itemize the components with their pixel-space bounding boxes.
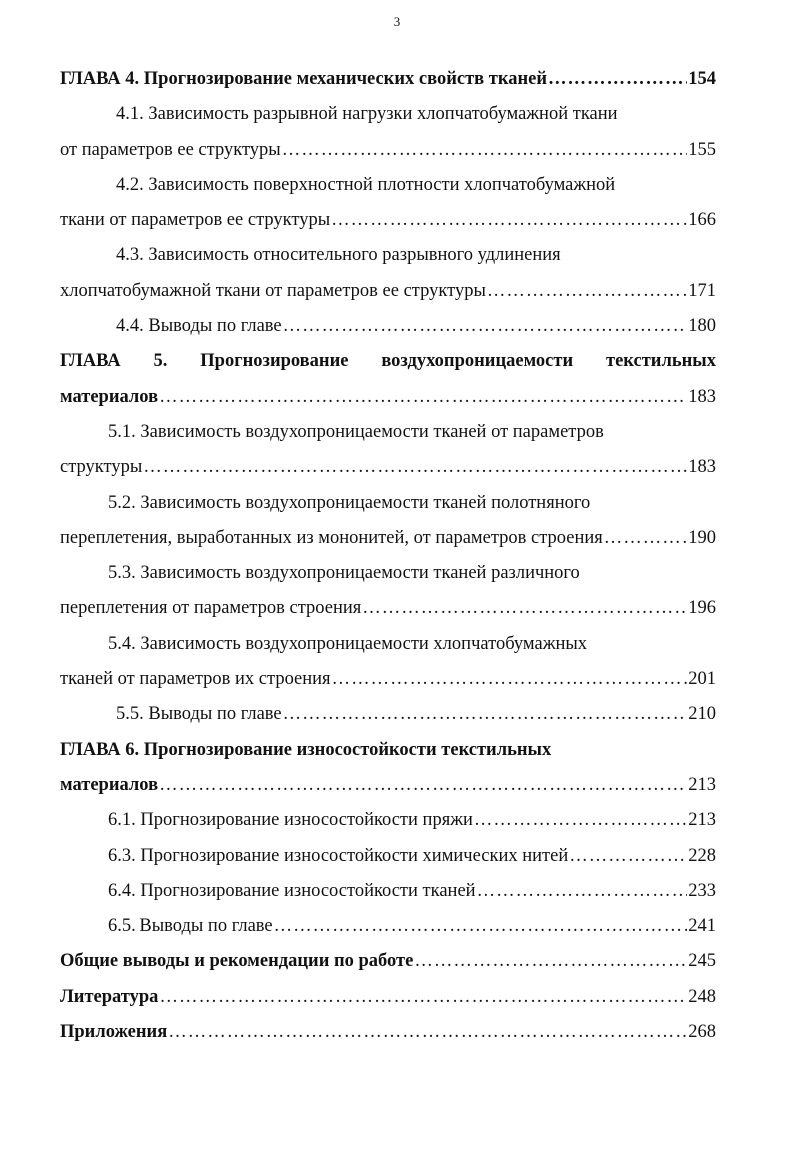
toc-section-4-1-line1 — [60, 97, 716, 132]
toc-section-5-3-line2 — [60, 591, 716, 626]
dot-leader — [143, 450, 687, 485]
section-5-1-title-cont: структуры — [60, 457, 143, 478]
toc-section-5-1-line1 — [60, 415, 716, 450]
dot-leader — [477, 874, 688, 909]
dot-leader — [283, 309, 688, 344]
chapter-5-title-cont: материалов — [60, 386, 159, 407]
toc-chapter-6-line2 — [60, 768, 716, 803]
chapter-5-word: ГЛАВА — [60, 351, 121, 372]
toc-section-5-4-line2 — [60, 662, 716, 697]
toc-chapter-6-line1 — [60, 733, 716, 768]
conclusions-page: 245 — [688, 951, 716, 972]
section-5-4-title-cont: тканей от параметров их строения — [60, 669, 331, 690]
appendix-title: Приложения — [60, 1022, 168, 1043]
section-6-5-title: Выводы по главе — [139, 916, 273, 937]
section-4-1-title-cont: от параметров ее структуры — [60, 139, 281, 160]
toc-section-4-3-line2 — [60, 274, 716, 309]
chapter-5-word: 5. — [153, 351, 168, 372]
dot-leader — [414, 944, 687, 979]
section-5-5-title: 5.5. Выводы по главе — [116, 704, 282, 725]
section-4-1-page: 155 — [688, 139, 716, 160]
toc-section-6-1 — [60, 803, 716, 838]
section-5-1-title: 5.1. Зависимость воздухопроницаемости тканей от параметров — [108, 421, 604, 442]
toc-appendix — [60, 1015, 716, 1050]
toc-section-4-1-line2 — [60, 133, 716, 168]
chapter-6-title-cont: материалов — [60, 774, 159, 795]
toc-section-4-4 — [60, 309, 716, 344]
toc-section-5-5 — [60, 697, 716, 732]
toc-literature — [60, 980, 716, 1015]
dot-leader — [283, 697, 688, 732]
appendix-page: 268 — [688, 1022, 716, 1043]
toc-section-6-5 — [60, 909, 716, 944]
chapter-4-page: 154 — [688, 69, 716, 89]
toc-section-5-1-line2 — [60, 450, 716, 485]
dot-leader — [487, 274, 687, 309]
literature-title: Литература — [60, 986, 159, 1007]
dot-leader — [362, 591, 687, 626]
section-5-3-page: 196 — [688, 598, 716, 619]
dot-leader — [569, 839, 687, 874]
section-6-3-page: 228 — [688, 845, 716, 866]
section-6-4-page: 233 — [688, 880, 716, 901]
dot-leader — [604, 521, 687, 556]
section-4-2-title: 4.2. Зависимость поверхностной плотности хлопчатобумажной — [116, 174, 616, 195]
toc-section-4-2-line1 — [60, 168, 716, 203]
page-number: 3 — [393, 14, 401, 29]
dot-leader — [274, 909, 688, 944]
dot-leader — [331, 203, 687, 238]
chapter-5-word: воздухопроницаемости — [381, 351, 574, 372]
section-6-1-title: 6.1. Прогнозирование износостойкости пряжи — [108, 810, 473, 831]
section-5-1-page: 183 — [688, 457, 716, 478]
dot-leader — [474, 803, 687, 838]
toc-section-5-3-line1 — [60, 556, 716, 591]
section-5-2-title-cont: переплетения, выработанных из мононитей, от параметров строения — [60, 527, 603, 548]
toc-section-4-3-line1 — [60, 238, 716, 273]
section-5-3-title: 5.3. Зависимость воздухопроницаемости тканей различного — [108, 563, 580, 584]
dot-leader — [282, 133, 688, 168]
section-6-3-title: 6.3. Прогнозирование износостойкости химических нитей — [108, 845, 569, 866]
chapter-5-page: 183 — [688, 386, 716, 407]
toc-chapter-5-line1 — [60, 344, 716, 379]
section-6-4-title: 6.4. Прогнозирование износостойкости тканей — [108, 880, 476, 901]
section-6-5-number: 6.5. — [108, 916, 136, 937]
section-5-4-title: 5.4. Зависимость воздухопроницаемости хлопчатобумажных — [108, 633, 588, 654]
toc-section-5-4-line1 — [60, 627, 716, 662]
toc-chapter-4 — [60, 62, 716, 97]
section-4-3-title: 4.3. Зависимость относительного разрывного удлинения — [116, 245, 561, 266]
section-4-1-title: 4.1. Зависимость разрывной нагрузки хлопчатобумажной ткани — [116, 104, 618, 125]
dot-leader — [332, 662, 688, 697]
chapter-5-word: Прогнозирование — [200, 351, 349, 372]
dot-leader — [168, 1015, 687, 1050]
dot-leader — [159, 380, 687, 415]
toc-section-4-2-line2 — [60, 203, 716, 238]
conclusions-title: Общие выводы и рекомендации по работе — [60, 951, 414, 972]
section-5-5-page: 210 — [688, 704, 716, 725]
literature-page: 248 — [688, 986, 716, 1007]
toc-conclusions — [60, 944, 716, 979]
section-6-5-page: 241 — [688, 916, 716, 937]
section-4-3-title-cont: хлопчатобумажной ткани от параметров ее структуры — [60, 280, 486, 301]
chapter-6-title: ГЛАВА 6. Прогнозирование износостойкости текстильных — [60, 739, 552, 760]
dot-leader — [548, 62, 687, 97]
section-6-1-page: 213 — [688, 810, 716, 831]
toc-section-5-2-line2 — [60, 521, 716, 556]
toc-section-6-3 — [60, 839, 716, 874]
section-4-2-page: 166 — [688, 210, 716, 231]
dot-leader — [159, 768, 687, 803]
chapter-6-page: 213 — [688, 774, 716, 795]
section-5-2-title: 5.2. Зависимость воздухопроницаемости тканей полотняного — [108, 492, 591, 513]
chapter-4-title: ГЛАВА 4. Прогнозирование механических свойств тканей — [60, 69, 548, 89]
dot-leader — [159, 980, 687, 1015]
section-4-4-title: 4.4. Выводы по главе — [116, 316, 282, 337]
chapter-5-word: текстильных — [606, 351, 716, 372]
toc-section-5-2-line1 — [60, 486, 716, 521]
section-5-3-title-cont: переплетения от параметров строения — [60, 598, 362, 619]
toc-chapter-5-line2 — [60, 380, 716, 415]
section-4-2-title-cont: ткани от параметров ее структуры — [60, 210, 331, 231]
section-4-4-page: 180 — [688, 316, 716, 337]
section-5-4-page: 201 — [688, 669, 716, 690]
table-of-contents — [60, 62, 716, 1050]
section-4-3-page: 171 — [688, 280, 716, 301]
section-5-2-page: 190 — [688, 527, 716, 548]
toc-section-6-4 — [60, 874, 716, 909]
